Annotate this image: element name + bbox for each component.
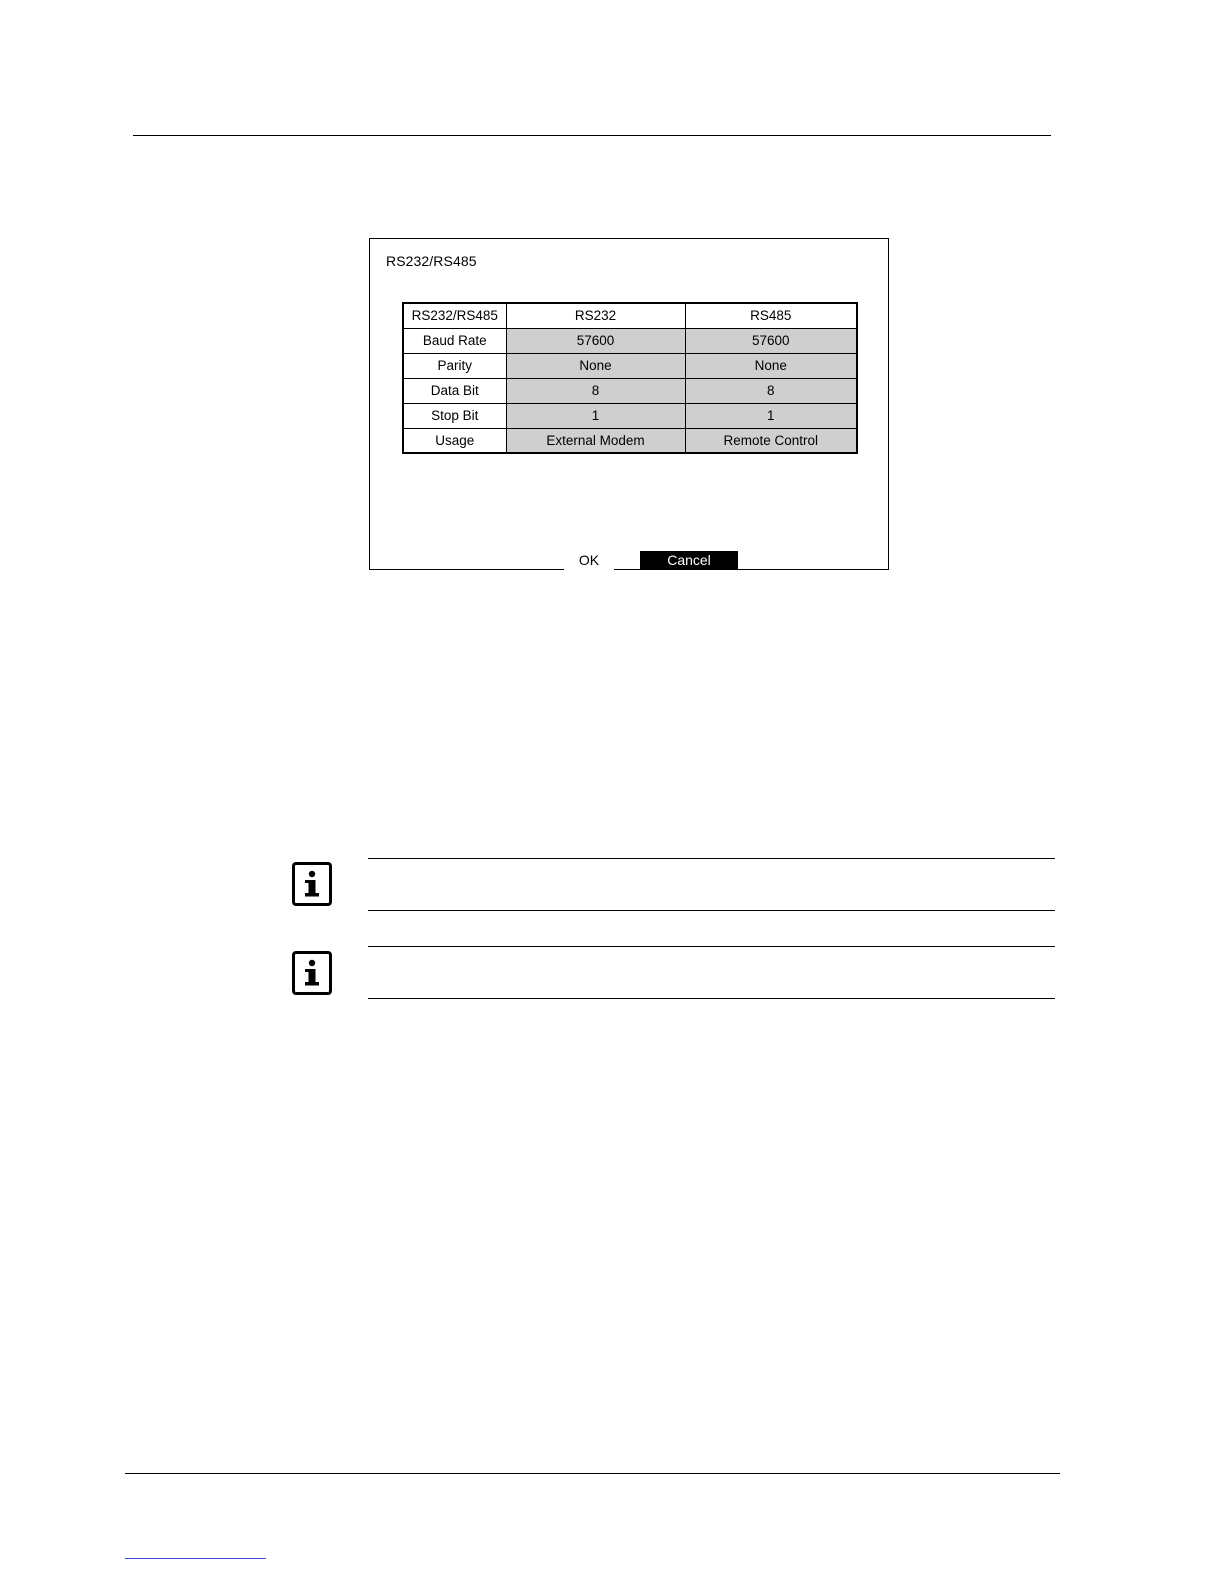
row-label-stop-bit: Stop Bit [403,403,506,428]
row-label-parity: Parity [403,353,506,378]
note-divider [368,858,1055,859]
info-icon [292,951,332,995]
rs485-stop-bit-select[interactable]: 1 [685,403,857,428]
footer-divider [125,1473,1060,1474]
rs232-usage-select[interactable]: External Modem [506,428,685,453]
row-label-data-bit: Data Bit [403,378,506,403]
info-icon [292,862,332,906]
table-row [403,428,857,453]
column-header-setting: RS232/RS485 [403,303,506,328]
rs232-parity-select[interactable]: None [506,353,685,378]
column-header-rs485: RS485 [685,303,857,328]
rs232-rs485-dialog [369,238,889,570]
rs485-data-bit-select[interactable]: 8 [685,378,857,403]
table-row [403,403,857,428]
ok-button[interactable]: OK [564,551,614,570]
cancel-button[interactable]: Cancel [640,551,738,570]
row-label-baud-rate: Baud Rate [403,328,506,353]
note-divider [368,946,1055,947]
rs485-baud-rate-select[interactable]: 57600 [685,328,857,353]
note-divider [368,910,1055,911]
row-label-usage: Usage [403,428,506,453]
dialog-title: RS232/RS485 [386,253,477,269]
rs232-data-bit-select[interactable]: 8 [506,378,685,403]
rs485-usage-select[interactable]: Remote Control [685,428,857,453]
serial-settings-table [402,302,858,454]
table-row [403,328,857,353]
rs485-parity-select[interactable]: None [685,353,857,378]
rs232-baud-rate-select[interactable]: 57600 [506,328,685,353]
footer-link-underline[interactable] [125,1558,266,1559]
table-header-row [403,303,857,328]
header-divider [133,135,1051,136]
table-row [403,353,857,378]
column-header-rs232: RS232 [506,303,685,328]
table-row [403,378,857,403]
note-divider [368,998,1055,999]
rs232-stop-bit-select[interactable]: 1 [506,403,685,428]
